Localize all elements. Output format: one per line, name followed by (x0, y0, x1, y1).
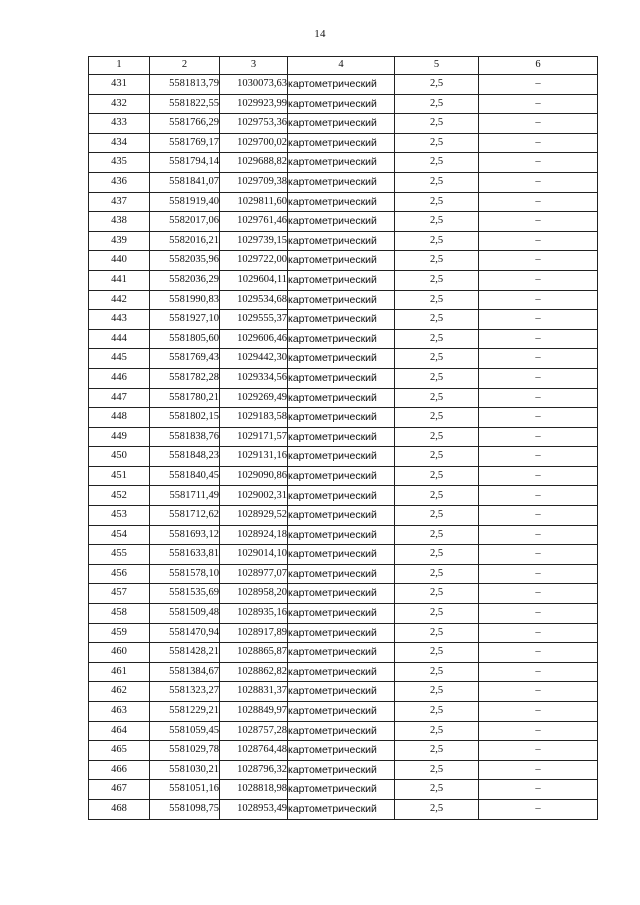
y-coordinate-cell: 1029688,82 (220, 153, 288, 173)
y-coordinate-cell: 1029183,58 (220, 408, 288, 428)
method-cell: картометрический (288, 388, 395, 408)
table-row (89, 486, 598, 506)
note-cell: – (479, 466, 598, 486)
table-row (89, 349, 598, 369)
x-coordinate-cell: 5581029,78 (150, 741, 220, 761)
x-coordinate-cell: 5581848,23 (150, 447, 220, 467)
accuracy-cell: 2,5 (395, 682, 479, 702)
point-number-cell: 451 (89, 466, 150, 486)
note-cell: – (479, 545, 598, 565)
point-number-cell: 446 (89, 368, 150, 388)
x-coordinate-cell: 5581229,21 (150, 702, 220, 722)
header-cell: 5 (395, 57, 479, 75)
method-cell: картометрический (288, 251, 395, 271)
note-cell: – (479, 368, 598, 388)
point-number-cell: 453 (89, 506, 150, 526)
point-number-cell: 460 (89, 643, 150, 663)
x-coordinate-cell: 5581990,83 (150, 290, 220, 310)
table-row (89, 368, 598, 388)
x-coordinate-cell: 5581794,14 (150, 153, 220, 173)
table-row (89, 192, 598, 212)
accuracy-cell: 2,5 (395, 114, 479, 134)
accuracy-cell: 2,5 (395, 564, 479, 584)
point-number-cell: 464 (89, 721, 150, 741)
accuracy-cell: 2,5 (395, 368, 479, 388)
note-cell: – (479, 741, 598, 761)
note-cell: – (479, 192, 598, 212)
point-number-cell: 461 (89, 662, 150, 682)
table-row (89, 408, 598, 428)
x-coordinate-cell: 5582017,06 (150, 212, 220, 232)
y-coordinate-cell: 1029131,16 (220, 447, 288, 467)
accuracy-cell: 2,5 (395, 486, 479, 506)
method-cell: картометрический (288, 702, 395, 722)
note-cell: – (479, 133, 598, 153)
y-coordinate-cell: 1029534,68 (220, 290, 288, 310)
note-cell: – (479, 662, 598, 682)
note-cell: – (479, 564, 598, 584)
table-row (89, 799, 598, 819)
method-cell: картометрический (288, 133, 395, 153)
accuracy-cell: 2,5 (395, 212, 479, 232)
point-number-cell: 468 (89, 799, 150, 819)
accuracy-cell: 2,5 (395, 741, 479, 761)
y-coordinate-cell: 1029442,30 (220, 349, 288, 369)
method-cell: картометрический (288, 721, 395, 741)
table-row (89, 662, 598, 682)
table-row (89, 310, 598, 330)
table-row (89, 466, 598, 486)
table-row (89, 584, 598, 604)
header-cell: 6 (479, 57, 598, 75)
method-cell: картометрический (288, 114, 395, 134)
table-row (89, 114, 598, 134)
y-coordinate-cell: 1029739,15 (220, 231, 288, 251)
y-coordinate-cell: 1028862,82 (220, 662, 288, 682)
y-coordinate-cell: 1029709,38 (220, 172, 288, 192)
x-coordinate-cell: 5581782,28 (150, 368, 220, 388)
accuracy-cell: 2,5 (395, 192, 479, 212)
x-coordinate-cell: 5581428,21 (150, 643, 220, 663)
method-cell: картометрический (288, 604, 395, 624)
accuracy-cell: 2,5 (395, 133, 479, 153)
table-row (89, 427, 598, 447)
x-coordinate-cell: 5581802,15 (150, 408, 220, 428)
header-cell: 1 (89, 57, 150, 75)
accuracy-cell: 2,5 (395, 623, 479, 643)
accuracy-cell: 2,5 (395, 408, 479, 428)
y-coordinate-cell: 1029722,00 (220, 251, 288, 271)
table-row (89, 604, 598, 624)
x-coordinate-cell: 5581098,75 (150, 799, 220, 819)
accuracy-cell: 2,5 (395, 643, 479, 663)
point-number-cell: 452 (89, 486, 150, 506)
table-row (89, 231, 598, 251)
method-cell: картометрический (288, 368, 395, 388)
point-number-cell: 435 (89, 153, 150, 173)
table-row (89, 643, 598, 663)
x-coordinate-cell: 5581822,55 (150, 94, 220, 114)
table-row (89, 329, 598, 349)
y-coordinate-cell: 1028929,52 (220, 506, 288, 526)
accuracy-cell: 2,5 (395, 604, 479, 624)
table-row (89, 760, 598, 780)
x-coordinate-cell: 5582035,96 (150, 251, 220, 271)
x-coordinate-cell: 5581919,40 (150, 192, 220, 212)
x-coordinate-cell: 5581030,21 (150, 760, 220, 780)
note-cell: – (479, 682, 598, 702)
table-row (89, 388, 598, 408)
point-number-cell: 448 (89, 408, 150, 428)
x-coordinate-cell: 5582016,21 (150, 231, 220, 251)
point-number-cell: 450 (89, 447, 150, 467)
y-coordinate-cell: 1028818,98 (220, 780, 288, 800)
point-number-cell: 443 (89, 310, 150, 330)
x-coordinate-cell: 5581633,81 (150, 545, 220, 565)
method-cell: картометрический (288, 584, 395, 604)
x-coordinate-cell: 5581780,21 (150, 388, 220, 408)
y-coordinate-cell: 1029700,02 (220, 133, 288, 153)
point-number-cell: 445 (89, 349, 150, 369)
y-coordinate-cell: 1028953,49 (220, 799, 288, 819)
table-row (89, 133, 598, 153)
note-cell: – (479, 799, 598, 819)
accuracy-cell: 2,5 (395, 447, 479, 467)
point-number-cell: 465 (89, 741, 150, 761)
point-number-cell: 466 (89, 760, 150, 780)
table-row (89, 506, 598, 526)
accuracy-cell: 2,5 (395, 506, 479, 526)
note-cell: – (479, 702, 598, 722)
table-row (89, 290, 598, 310)
table-row (89, 623, 598, 643)
table-row (89, 545, 598, 565)
note-cell: – (479, 486, 598, 506)
point-number-cell: 439 (89, 231, 150, 251)
accuracy-cell: 2,5 (395, 427, 479, 447)
y-coordinate-cell: 1029604,11 (220, 270, 288, 290)
method-cell: картометрический (288, 270, 395, 290)
method-cell: картометрический (288, 741, 395, 761)
note-cell: – (479, 231, 598, 251)
y-coordinate-cell: 1029090,86 (220, 466, 288, 486)
point-number-cell: 431 (89, 75, 150, 95)
note-cell: – (479, 643, 598, 663)
accuracy-cell: 2,5 (395, 388, 479, 408)
x-coordinate-cell: 5581693,12 (150, 525, 220, 545)
method-cell: картометрический (288, 427, 395, 447)
method-cell: картометрический (288, 94, 395, 114)
accuracy-cell: 2,5 (395, 780, 479, 800)
method-cell: картометрический (288, 525, 395, 545)
y-coordinate-cell: 1029761,46 (220, 212, 288, 232)
x-coordinate-cell: 5581470,94 (150, 623, 220, 643)
note-cell: – (479, 780, 598, 800)
table-row (89, 447, 598, 467)
point-number-cell: 437 (89, 192, 150, 212)
method-cell: картометрический (288, 329, 395, 349)
x-coordinate-cell: 5581805,60 (150, 329, 220, 349)
method-cell: картометрический (288, 682, 395, 702)
method-cell: картометрический (288, 545, 395, 565)
table-row (89, 75, 598, 95)
method-cell: картометрический (288, 486, 395, 506)
x-coordinate-cell: 5581769,17 (150, 133, 220, 153)
note-cell: – (479, 584, 598, 604)
note-cell: – (479, 388, 598, 408)
note-cell: – (479, 94, 598, 114)
note-cell: – (479, 604, 598, 624)
y-coordinate-cell: 1028831,37 (220, 682, 288, 702)
accuracy-cell: 2,5 (395, 349, 479, 369)
method-cell: картометрический (288, 643, 395, 663)
point-number-cell: 447 (89, 388, 150, 408)
x-coordinate-cell: 5582036,29 (150, 270, 220, 290)
point-number-cell: 449 (89, 427, 150, 447)
accuracy-cell: 2,5 (395, 94, 479, 114)
y-coordinate-cell: 1029811,60 (220, 192, 288, 212)
accuracy-cell: 2,5 (395, 172, 479, 192)
point-number-cell: 458 (89, 604, 150, 624)
table-row (89, 212, 598, 232)
point-number-cell: 436 (89, 172, 150, 192)
header-cell: 4 (288, 57, 395, 75)
y-coordinate-cell: 1028757,28 (220, 721, 288, 741)
accuracy-cell: 2,5 (395, 525, 479, 545)
table-row (89, 270, 598, 290)
method-cell: картометрический (288, 799, 395, 819)
point-number-cell: 432 (89, 94, 150, 114)
y-coordinate-cell: 1029606,46 (220, 329, 288, 349)
accuracy-cell: 2,5 (395, 329, 479, 349)
note-cell: – (479, 212, 598, 232)
page-number: 14 (314, 28, 326, 40)
table-row (89, 564, 598, 584)
point-number-cell: 455 (89, 545, 150, 565)
point-number-cell: 444 (89, 329, 150, 349)
method-cell: картометрический (288, 760, 395, 780)
method-cell: картометрический (288, 153, 395, 173)
point-number-cell: 462 (89, 682, 150, 702)
x-coordinate-cell: 5581838,76 (150, 427, 220, 447)
x-coordinate-cell: 5581813,79 (150, 75, 220, 95)
table-row (89, 525, 598, 545)
x-coordinate-cell: 5581769,43 (150, 349, 220, 369)
table-row (89, 172, 598, 192)
x-coordinate-cell: 5581051,16 (150, 780, 220, 800)
point-number-cell: 440 (89, 251, 150, 271)
y-coordinate-cell: 1028924,18 (220, 525, 288, 545)
method-cell: картометрический (288, 349, 395, 369)
note-cell: – (479, 329, 598, 349)
x-coordinate-cell: 5581927,10 (150, 310, 220, 330)
method-cell: картометрический (288, 192, 395, 212)
y-coordinate-cell: 1028796,32 (220, 760, 288, 780)
method-cell: картометрический (288, 231, 395, 251)
note-cell: – (479, 408, 598, 428)
y-coordinate-cell: 1029555,37 (220, 310, 288, 330)
y-coordinate-cell: 1028977,07 (220, 564, 288, 584)
accuracy-cell: 2,5 (395, 153, 479, 173)
y-coordinate-cell: 1029002,31 (220, 486, 288, 506)
note-cell: – (479, 153, 598, 173)
method-cell: картометрический (288, 623, 395, 643)
y-coordinate-cell: 1029923,99 (220, 94, 288, 114)
accuracy-cell: 2,5 (395, 545, 479, 565)
accuracy-cell: 2,5 (395, 662, 479, 682)
table-row (89, 702, 598, 722)
note-cell: – (479, 506, 598, 526)
accuracy-cell: 2,5 (395, 721, 479, 741)
y-coordinate-cell: 1028917,89 (220, 623, 288, 643)
y-coordinate-cell: 1028764,48 (220, 741, 288, 761)
note-cell: – (479, 172, 598, 192)
x-coordinate-cell: 5581535,69 (150, 584, 220, 604)
x-coordinate-cell: 5581509,48 (150, 604, 220, 624)
accuracy-cell: 2,5 (395, 760, 479, 780)
method-cell: картометрический (288, 310, 395, 330)
table-row (89, 721, 598, 741)
method-cell: картометрический (288, 780, 395, 800)
note-cell: – (479, 251, 598, 271)
x-coordinate-cell: 5581841,07 (150, 172, 220, 192)
y-coordinate-cell: 1030073,63 (220, 75, 288, 95)
table-body (89, 75, 598, 820)
x-coordinate-cell: 5581578,10 (150, 564, 220, 584)
table-row (89, 153, 598, 173)
note-cell: – (479, 114, 598, 134)
x-coordinate-cell: 5581766,29 (150, 114, 220, 134)
accuracy-cell: 2,5 (395, 310, 479, 330)
table-row (89, 94, 598, 114)
method-cell: картометрический (288, 290, 395, 310)
point-number-cell: 454 (89, 525, 150, 545)
method-cell: картометрический (288, 212, 395, 232)
note-cell: – (479, 349, 598, 369)
method-cell: картометрический (288, 75, 395, 95)
note-cell: – (479, 290, 598, 310)
header-cell: 3 (220, 57, 288, 75)
method-cell: картометрический (288, 408, 395, 428)
point-number-cell: 433 (89, 114, 150, 134)
accuracy-cell: 2,5 (395, 702, 479, 722)
point-number-cell: 442 (89, 290, 150, 310)
table-row (89, 682, 598, 702)
accuracy-cell: 2,5 (395, 270, 479, 290)
method-cell: картометрический (288, 564, 395, 584)
point-number-cell: 457 (89, 584, 150, 604)
accuracy-cell: 2,5 (395, 466, 479, 486)
method-cell: картометрический (288, 466, 395, 486)
method-cell: картометрический (288, 662, 395, 682)
point-number-cell: 463 (89, 702, 150, 722)
note-cell: – (479, 525, 598, 545)
point-number-cell: 456 (89, 564, 150, 584)
note-cell: – (479, 75, 598, 95)
x-coordinate-cell: 5581840,45 (150, 466, 220, 486)
x-coordinate-cell: 5581711,49 (150, 486, 220, 506)
accuracy-cell: 2,5 (395, 290, 479, 310)
x-coordinate-cell: 5581323,27 (150, 682, 220, 702)
table-row (89, 741, 598, 761)
note-cell: – (479, 721, 598, 741)
y-coordinate-cell: 1028865,87 (220, 643, 288, 663)
accuracy-cell: 2,5 (395, 799, 479, 819)
y-coordinate-cell: 1028849,97 (220, 702, 288, 722)
table-row (89, 251, 598, 271)
y-coordinate-cell: 1029269,49 (220, 388, 288, 408)
y-coordinate-cell: 1029171,57 (220, 427, 288, 447)
note-cell: – (479, 623, 598, 643)
note-cell: – (479, 447, 598, 467)
point-number-cell: 434 (89, 133, 150, 153)
y-coordinate-cell: 1028935,16 (220, 604, 288, 624)
point-number-cell: 459 (89, 623, 150, 643)
table-row (89, 780, 598, 800)
x-coordinate-cell: 5581059,45 (150, 721, 220, 741)
method-cell: картометрический (288, 506, 395, 526)
y-coordinate-cell: 1029014,10 (220, 545, 288, 565)
x-coordinate-cell: 5581712,62 (150, 506, 220, 526)
point-number-cell: 438 (89, 212, 150, 232)
note-cell: – (479, 270, 598, 290)
header-cell: 2 (150, 57, 220, 75)
method-cell: картометрический (288, 172, 395, 192)
note-cell: – (479, 760, 598, 780)
y-coordinate-cell: 1028958,20 (220, 584, 288, 604)
point-number-cell: 441 (89, 270, 150, 290)
accuracy-cell: 2,5 (395, 584, 479, 604)
x-coordinate-cell: 5581384,67 (150, 662, 220, 682)
accuracy-cell: 2,5 (395, 231, 479, 251)
accuracy-cell: 2,5 (395, 251, 479, 271)
accuracy-cell: 2,5 (395, 75, 479, 95)
point-number-cell: 467 (89, 780, 150, 800)
method-cell: картометрический (288, 447, 395, 467)
y-coordinate-cell: 1029753,36 (220, 114, 288, 134)
note-cell: – (479, 310, 598, 330)
table-header-row (89, 57, 598, 75)
coordinates-table (88, 56, 598, 820)
y-coordinate-cell: 1029334,56 (220, 368, 288, 388)
note-cell: – (479, 427, 598, 447)
